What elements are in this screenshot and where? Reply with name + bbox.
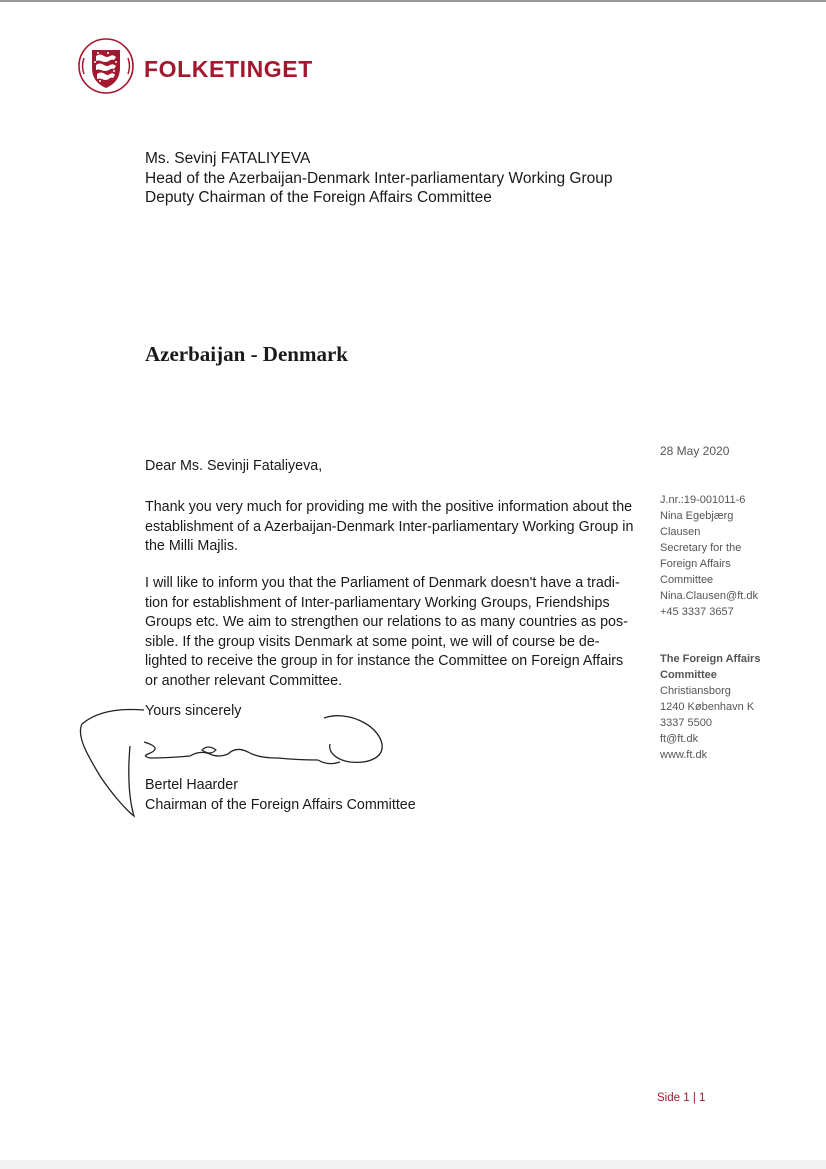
paragraph-line: Groups etc. We aim to strengthen our relations to as many countries as pos- [145, 614, 628, 630]
reference-number: J.nr.:19-001011-6 [660, 494, 746, 506]
page-total: 1 [699, 1092, 706, 1104]
scan-edge-bottom [0, 1160, 826, 1169]
salutation: Dear Ms. Sevinji Fataliyeva, [145, 458, 323, 474]
letter-subject: Azerbaijan - Denmark [145, 342, 348, 366]
paragraph-line: lighted to receive the group in for instance the Committee on Foreign Affairs [145, 653, 624, 669]
contact-sidebar [660, 492, 758, 620]
office-line: Christiansborg [660, 685, 731, 697]
office-email: ft@ft.dk [660, 733, 699, 745]
page-number [657, 1092, 705, 1104]
contact-line: Committee [660, 574, 714, 586]
paragraph-line: sible. If the group visits Denmark at some point, we will of course be de- [145, 633, 600, 650]
office-website: www.ft.dk [660, 749, 708, 761]
contact-line: Foreign Affairs [660, 558, 731, 570]
signer-block [145, 776, 416, 815]
page-label: Side 1 [657, 1092, 690, 1104]
paragraph-line: establishment of a Azerbaijan-Denmark Inter-parliamentary Working Group in [145, 518, 634, 535]
office-name: Committee [660, 669, 717, 681]
contact-line: Nina Egebjærg [660, 510, 734, 522]
recipient-title-line: Deputy Chairman of the Foreign Affairs Committee [145, 189, 492, 206]
paragraph-line: or another relevant Committee. [145, 672, 343, 689]
contact-line: Secretary for the [660, 542, 742, 554]
office-line: 1240 København K [660, 701, 755, 713]
office-name: The Foreign Affairs [660, 653, 761, 665]
recipient-block [145, 149, 613, 208]
paragraph-line: tion for establishment of Inter-parliamentary Working Groups, Friendships [145, 594, 610, 611]
scan-edge-top [0, 0, 826, 2]
body-paragraph [145, 574, 628, 691]
closing: Yours sincerely [145, 703, 242, 719]
contact-phone: +45 3337 3657 [660, 606, 734, 618]
paragraph-line: I will like to inform you that the Parliament of Denmark doesn't have a tradi- [145, 575, 620, 591]
signer-name: Bertel Haarder [145, 777, 238, 793]
office-address [660, 651, 760, 763]
office-phone: 3337 5500 [660, 717, 712, 729]
letter-date: 28 May 2020 [660, 444, 730, 458]
signer-title: Chairman of the Foreign Affairs Committee [145, 796, 416, 813]
coat-of-arms-logo [78, 38, 134, 94]
brand-wordmark: FOLKETINGET [144, 56, 313, 82]
contact-line: Clausen [660, 526, 701, 538]
recipient-name: Ms. Sevinj FATALIYEVA [145, 150, 311, 167]
recipient-title-line: Head of the Azerbaijan-Denmark Inter-parliamentary Working Group [145, 169, 613, 187]
body-paragraph [145, 498, 634, 557]
page-separator: | [692, 1092, 696, 1104]
paragraph-line: the Milli Majlis. [145, 538, 238, 554]
paragraph-line: Thank you very much for providing me with the positive information about the [145, 499, 633, 515]
contact-email: Nina.Clausen@ft.dk [660, 590, 758, 602]
